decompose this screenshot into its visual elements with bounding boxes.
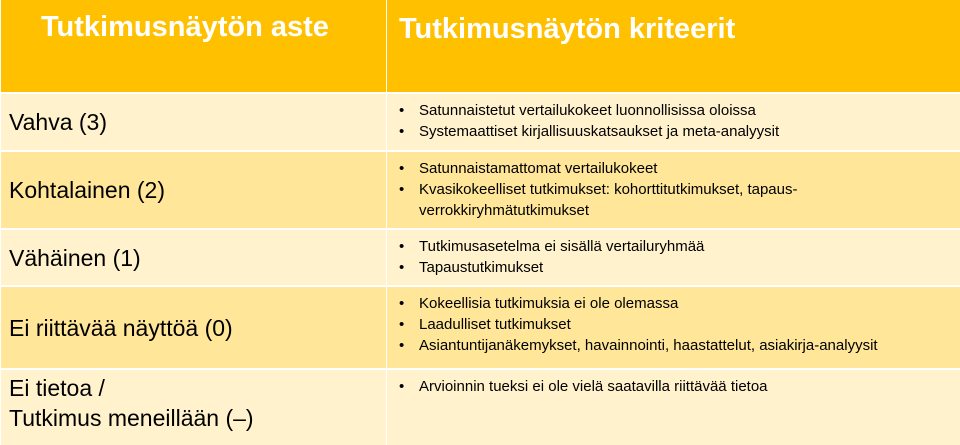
evidence-level-line: Tutkimus meneillään (–) bbox=[9, 405, 254, 431]
header-evidence-criteria: Tutkimusnäytön kriteerit bbox=[399, 13, 736, 45]
table-header-row bbox=[1, 0, 960, 94]
evidence-level-line: Ei tietoa / bbox=[9, 375, 105, 401]
table-row bbox=[1, 287, 960, 370]
criteria-item: • Tapaustutkimukset bbox=[395, 257, 952, 278]
criteria-item: • Satunnaistamattomat vertailukokeet bbox=[395, 158, 952, 179]
table-row bbox=[1, 94, 960, 152]
header-evidence-level: Tutkimusnäytön aste bbox=[1, 0, 387, 92]
evidence-level-cell bbox=[1, 370, 387, 445]
criteria-list bbox=[395, 158, 952, 221]
criteria-cell bbox=[387, 370, 960, 445]
evidence-level-cell: Ei riittävää näyttöä (0) bbox=[1, 287, 387, 368]
table-row bbox=[1, 370, 960, 445]
criteria-item: • Kokeellisia tutkimuksia ei ole olemassa bbox=[395, 293, 952, 314]
criteria-item: • Kvasikokeelliset tutkimukset: kohorttitutkimukset, tapaus-verrokkiryhmätutkimukset bbox=[395, 179, 952, 221]
criteria-cell bbox=[387, 230, 960, 285]
criteria-item: • Systemaattiset kirjallisuuskatsaukset ja meta-analyysit bbox=[395, 121, 952, 142]
criteria-list bbox=[395, 376, 952, 397]
criteria-item: • Satunnaistetut vertailukokeet luonnollisissa oloissa bbox=[395, 100, 952, 121]
criteria-item: • Tutkimusasetelma ei sisällä vertailuryhmää bbox=[395, 236, 952, 257]
criteria-cell bbox=[387, 94, 960, 150]
criteria-cell bbox=[387, 152, 960, 228]
criteria-list bbox=[395, 236, 952, 278]
criteria-item: • Arvioinnin tueksi ei ole vielä saatavilla riittävää tietoa bbox=[395, 376, 952, 397]
criteria-item: • Asiantuntijanäkemykset, havainnointi, haastattelut, asiakirja-analyysit bbox=[395, 335, 952, 356]
evidence-level-cell: Kohtalainen (2) bbox=[1, 152, 387, 228]
criteria-item: • Laadulliset tutkimukset bbox=[395, 314, 952, 335]
criteria-list bbox=[395, 293, 952, 356]
evidence-level-cell: Vahva (3) bbox=[1, 94, 387, 150]
evidence-level-cell: Vähäinen (1) bbox=[1, 230, 387, 285]
table-row bbox=[1, 152, 960, 230]
criteria-cell bbox=[387, 287, 960, 368]
criteria-list bbox=[395, 100, 952, 142]
table-row bbox=[1, 230, 960, 287]
